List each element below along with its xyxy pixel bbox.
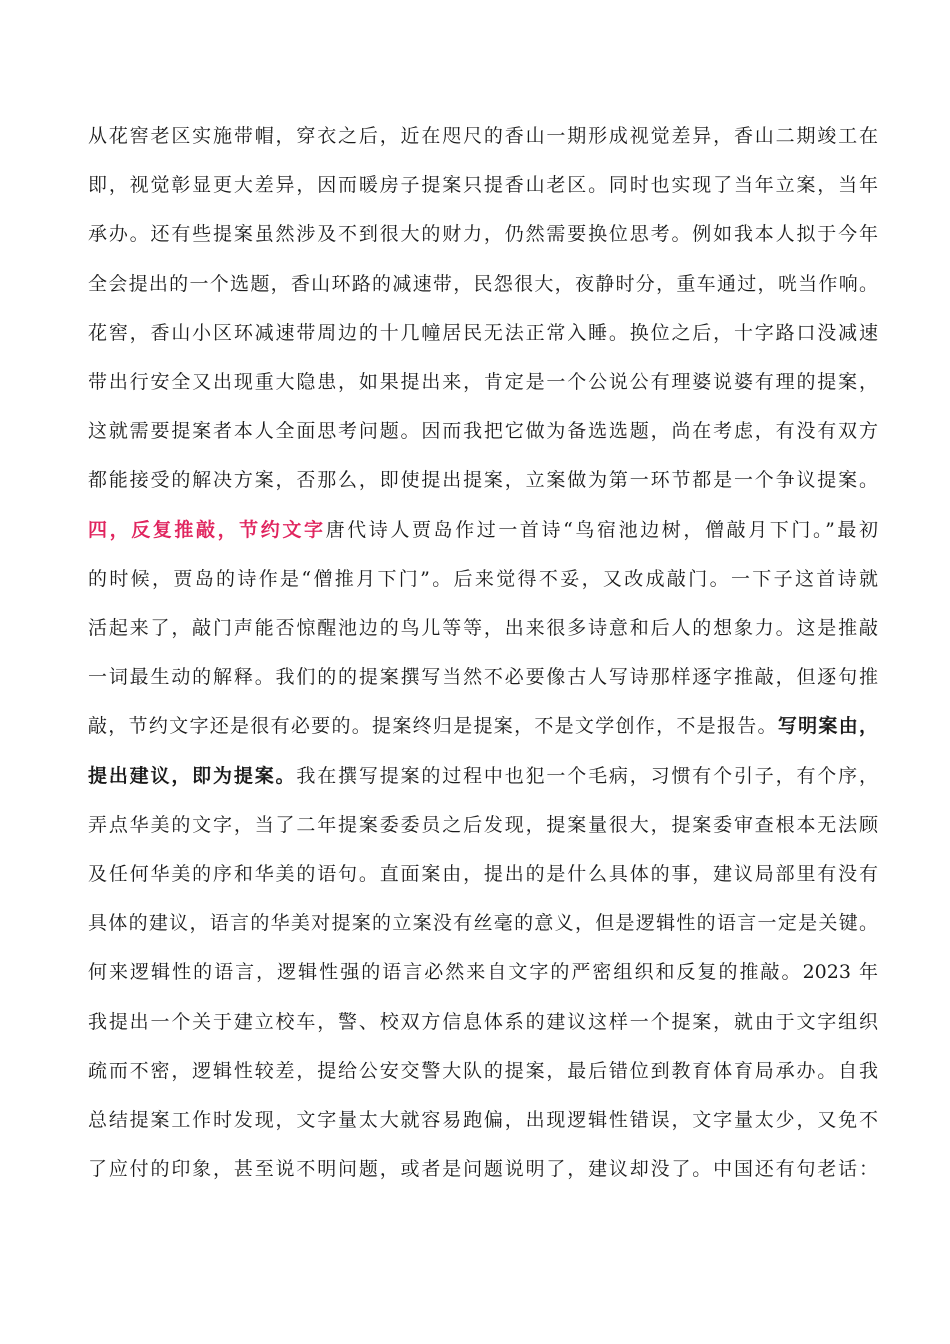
text-line: [88, 613, 878, 643]
text-segment: 我在撰写提案的过程中也犯一个毛病，习惯有个引子，有个序，: [296, 764, 878, 787]
text-line: [88, 957, 878, 987]
text-segment: 从花窖老区实施带帽，穿衣之后，近在咫尺的香山一期形成视觉差异，香山二期竣工在: [88, 125, 878, 147]
bold-text: 写明案由，: [777, 715, 878, 738]
text-line: [88, 1105, 878, 1135]
text-segment: 全会提出的一个选题，香山环路的减速带，民怨很大，夜静时分，重车通过，咣当作响。: [88, 272, 878, 295]
text-segment: 了应付的印象，甚至说不明问题，或者是问题说明了，建议却没了。中国还有句老话：: [88, 1158, 878, 1181]
text-line: [88, 515, 878, 545]
text-line: [88, 810, 878, 840]
text-segment: 总结提案工作时发现，文字量太大就容易跑偏，出现逻辑性错误，文字量太少，又免不: [88, 1109, 878, 1131]
text-segment: 疏而不密，逻辑性较差，提给公安交警大队的提案，最后错位到教育体育局承办。自我: [88, 1059, 878, 1082]
text-line: [88, 1007, 878, 1037]
text-line: [88, 908, 878, 938]
text-line: [88, 1056, 878, 1086]
text-line: [88, 318, 878, 348]
text-line: [88, 465, 878, 495]
text-line: [88, 269, 878, 299]
text-segment: 及任何华美的序和华美的语句。直面案由，提出的是什么具体的事，建议局部里有没有: [88, 863, 878, 885]
text-segment: 即，视觉彰显更大差异，因而暖房子提案只提香山老区。同时也实现了当年立案，当年: [88, 174, 878, 197]
text-segment: 花窖，香山小区环减速带周边的十几幢居民无法正常入睡。换位之后，十字路口没减速: [88, 321, 878, 344]
text-line: [88, 1154, 878, 1184]
text-segment: 这就需要提案者本人全面思考问题。因而我把它做为备选选题，尚在考虑，有没有双方: [88, 420, 878, 443]
text-segment: 活起来了，敲门声能否惊醒池边的鸟儿等等，出来很多诗意和后人的想象力。这是推敲: [88, 617, 878, 639]
text-segment: 我提出一个关于建立校车，警、校双方信息体系的建议这样一个提案，就由于文字组织: [88, 1010, 878, 1033]
text-line: [88, 219, 878, 249]
text-line: [88, 859, 878, 889]
text-segment: 弄点华美的文字，当了二年提案委委员之后发现，提案量很大，提案委审查根本无法顾: [88, 813, 878, 836]
text-line: [88, 711, 878, 741]
text-line: [88, 121, 878, 151]
text-segment: 何来逻辑性的语言，逻辑性强的语言必然来自文字的严密组织和反复的推敲。2023 年: [88, 961, 878, 984]
bold-text: 提出建议，即为提案。: [88, 764, 297, 787]
text-line: [88, 662, 878, 692]
text-segment: 都能接受的解决方案，否那么，即使提出提案，立案做为第一环节都是一个争议提案。: [88, 469, 878, 492]
section-heading: 四，反复推敲，节约文字: [88, 518, 326, 541]
text-segment: 敲，节约文字还是很有必要的。提案终归是提案，不是文学创作，不是报告。: [88, 715, 778, 738]
text-segment: 承办。还有些提案虽然涉及不到很大的财力，仍然需要换位思考。例如我本人拟于今年: [88, 223, 878, 246]
text-line: [88, 416, 878, 446]
text-segment: 一词最生动的解释。我们的的提案撰写当然不必要像古人写诗那样逐字推敲，但逐句推: [88, 666, 878, 689]
text-line: [88, 367, 878, 397]
text-segment: 带出行安全又出现重大隐患，如果提出来，肯定是一个公说公有理婆说婆有理的提案，: [88, 371, 878, 393]
text-segment: 唐代诗人贾岛作过一首诗“鸟宿池边树，僧敲月下门。”最初: [325, 518, 878, 541]
text-line: [88, 761, 878, 791]
text-segment: 具体的建议，语言的华美对提案的立案没有丝毫的意义，但是逻辑性的语言一定是关键。: [88, 912, 878, 935]
text-line: [88, 564, 878, 594]
text-segment: 的时候，贾岛的诗作是“僧推月下门”。后来觉得不妥，又改成敲门。一下子这首诗就: [88, 567, 878, 590]
text-line: [88, 170, 878, 200]
